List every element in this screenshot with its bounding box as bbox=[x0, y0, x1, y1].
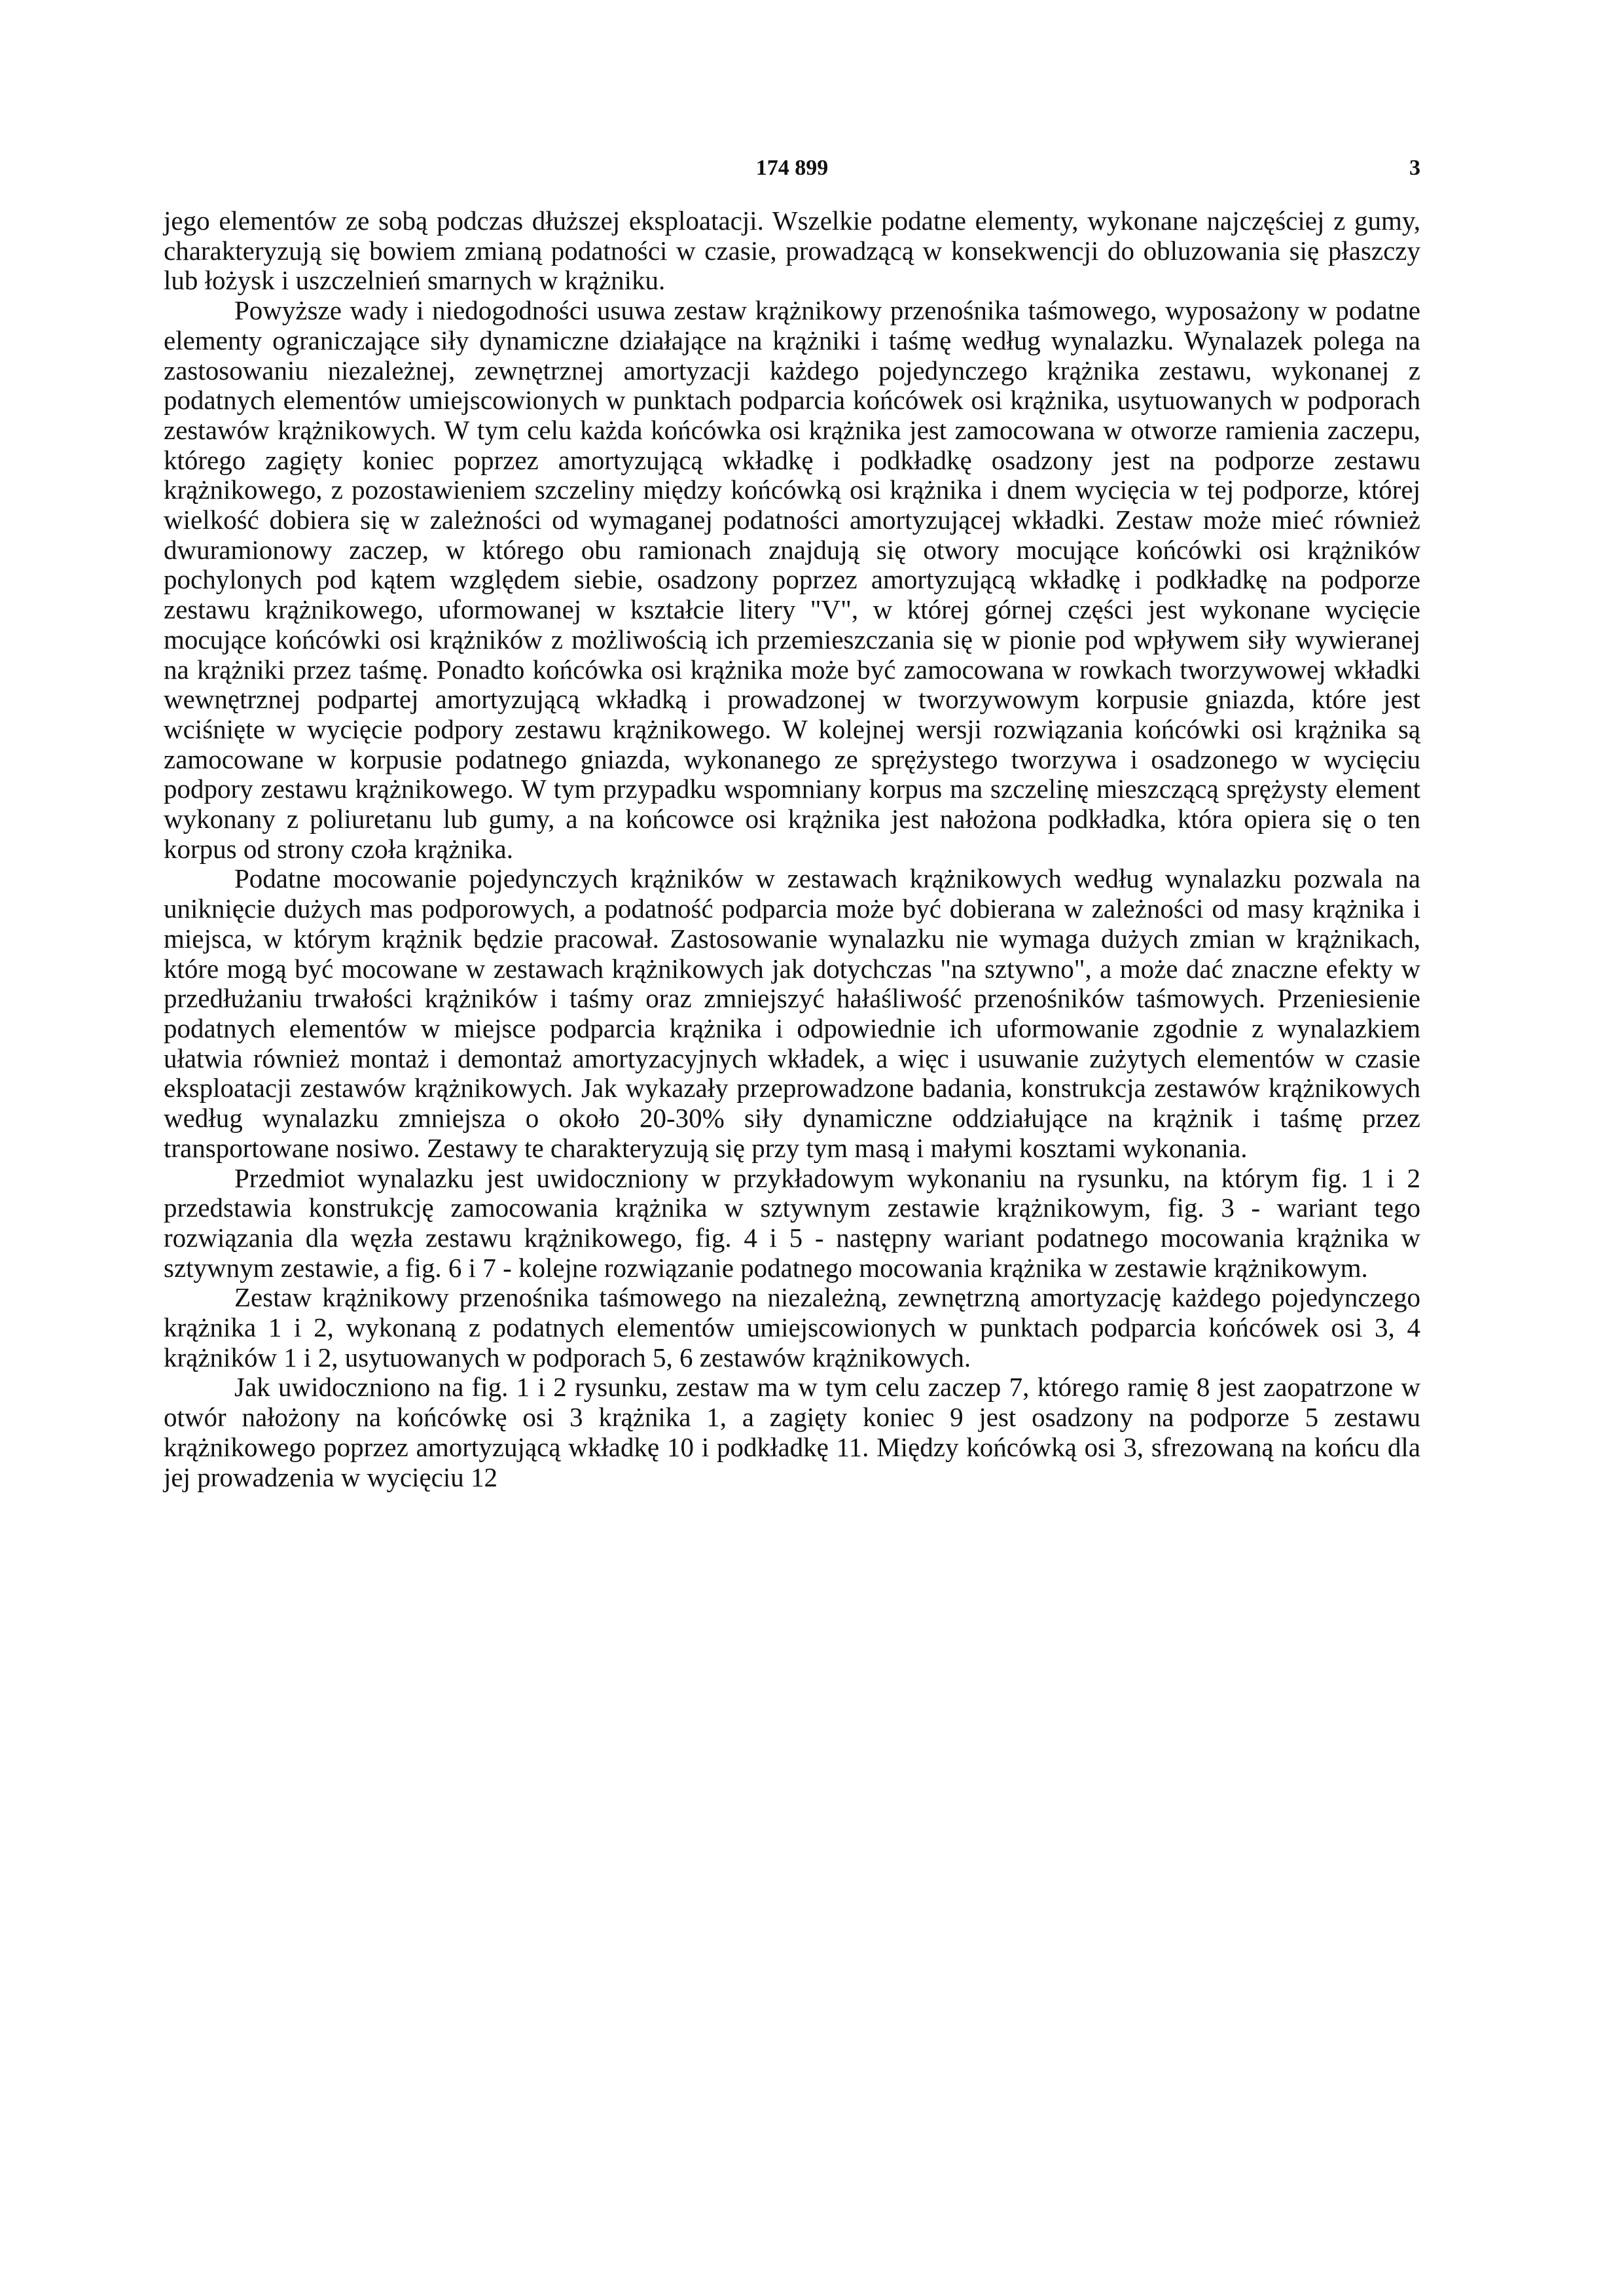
paragraph: Przedmiot wynalazku jest uwidoczniony w przykładowym wykonaniu na rysunku, na którym fig. 1 i 2 przedstawia konstrukcję zamocowania krążnika w sztywnym zestawie krążnikowym, fig. 3 - wariant tego rozwiązania dla węzła zestawu krążnikowego, fig. 4 i 5 - następny wariant podatnego mocowania krążnika w sztywnym zestawie, a fig. 6 i 7 - kolejne rozwiązanie podatnego mocowania krążnika w zestawie krążnikowym. bbox=[164, 1162, 1420, 1283]
document-body bbox=[164, 206, 1420, 1492]
paragraph: Zestaw krążnikowy przenośnika taśmowego na niezależną, zewnętrzną amortyzację każdego pojedynczego krążnika 1 i 2, wykonaną z podatnych elementów umiejscowionych w punktach podparcia końcówek osi 3, 4 krążników 1 i 2, usytuowanych w podporach 5, 6 zestawów krążnikowych. bbox=[164, 1282, 1420, 1372]
paragraph: Podatne mocowanie pojedynczych krążników w zestawach krążnikowych według wynalazku pozwala na uniknięcie dużych mas podporowych, a podatność podparcia może być dobierana w zależności od masy krążnika i miejsca, w którym krążnik będzie pracował. Zastosowanie wynalazku nie wymaga dużych zmian w krążnikach, które mogą być mocowane w zestawach krążnikowych jak dotychczas "na sztywno", a może dać znaczne efekty w przedłużaniu trwałości krążników i taśmy oraz zmniejszyć hałaśliwość przenośników taśmowych. Przeniesienie podatnych elementów w miejsce podparcia krążnika i odpowiednie ich uformowanie zgodnie z wynalazkiem ułatwia również montaż i demontaż amortyzacyjnych wkładek, a więc i usuwanie zużytych elementów w czasie eksploatacji zestawów krążnikowych. Jak wykazały przeprowadzone badania, konstrukcja zestawów krążnikowych według wynalazku zmniejsza o około 20-30% siły dynamiczne oddziałujące na krążnik i taśmę przez transportowane nosiwo. Zestawy te charakteryzują się przy tym masą i małymi kosztami wykonania. bbox=[164, 863, 1420, 1163]
page-header bbox=[164, 156, 1420, 195]
paragraph: Jak uwidoczniono na fig. 1 i 2 rysunku, zestaw ma w tym celu zaczep 7, którego ramię 8 jest zaopatrzone w otwór nałożony na końcówkę osi 3 krążnika 1, a zagięty koniec 9 jest osadzony na podporze 5 zestawu krążnikowego poprzez amortyzującą wkładkę 10 i podkładkę 11. Między końcówką osi 3, sfrezowaną na końcu dla jej prowadzenia w wycięciu 12 bbox=[164, 1372, 1420, 1492]
page-number: 3 bbox=[1409, 156, 1420, 180]
patent-number: 174 899 bbox=[755, 156, 829, 180]
paragraph: jego elementów ze sobą podczas dłuższej eksploatacji. Wszelkie podatne elementy, wykonane najczęściej z gumy, charakteryzują się bowiem zmianą podatności w czasie, prowadzącą w konsekwencji do obluzowania się płaszczy lub łożysk i uszczelnień smarnych w krążniku. bbox=[164, 206, 1420, 296]
paragraph: Powyższe wady i niedogodności usuwa zestaw krążnikowy przenośnika taśmowego, wyposażony w podatne elementy ograniczające siły dynamiczne działające na krążniki i taśmę według wynalazku. Wynalazek polega na zastosowaniu niezależnej, zewnętrznej amortyzacji każdego pojedynczego krążnika zestawu, wykonanej z podatnych elementów umiejscowionych w punktach podparcia końcówek osi krążnika, usytuowanych w podporach zestawów krążnikowych. W tym celu każda końcówka osi krążnika jest zamocowana w otworze ramienia zaczepu, którego zagięty koniec poprzez amortyzującą wkładkę i podkładkę osadzony jest na podporze zestawu krążnikowego, z pozostawieniem szczeliny między końcówką osi krążnika i dnem wycięcia w tej podporze, której wielkość dobiera się w zależności od wymaganej podatności amortyzującej wkładki. Zestaw może mieć również dwuramionowy zaczep, w którego obu ramionach znajdują się otwory mocujące końcówki osi krążników pochylonych pod kątem względem siebie, osadzony poprzez amortyzującą wkładkę i podkładkę na podporze zestawu krążnikowego, uformowanej w kształcie litery "V", w której górnej części jest wykonane wycięcie mocujące końcówki osi krążników z możliwością ich przemieszczania się w pionie pod wpływem siły wywieranej na krążniki przez taśmę. Ponadto końcówka osi krążnika może być zamocowana w rowkach tworzywowej wkładki wewnętrznej podpartej amortyzującą wkładką i prowadzonej w tworzywowym korpusie gniazda, które jest wciśnięte w wycięcie podpory zestawu krążnikowego. W kolejnej wersji rozwiązania końcówki osi krążnika są zamocowane w korpusie podatnego gniazda, wykonanego ze sprężystego tworzywa i osadzonego w wycięciu podpory zestawu krążnikowego. W tym przypadku wspomniany korpus ma szczelinę mieszczącą sprężysty element wykonany z poliuretanu lub gumy, a na końcowce osi krążnika jest nałożona podkładka, która opiera się o ten korpus od strony czoła krążnika. bbox=[164, 295, 1420, 864]
